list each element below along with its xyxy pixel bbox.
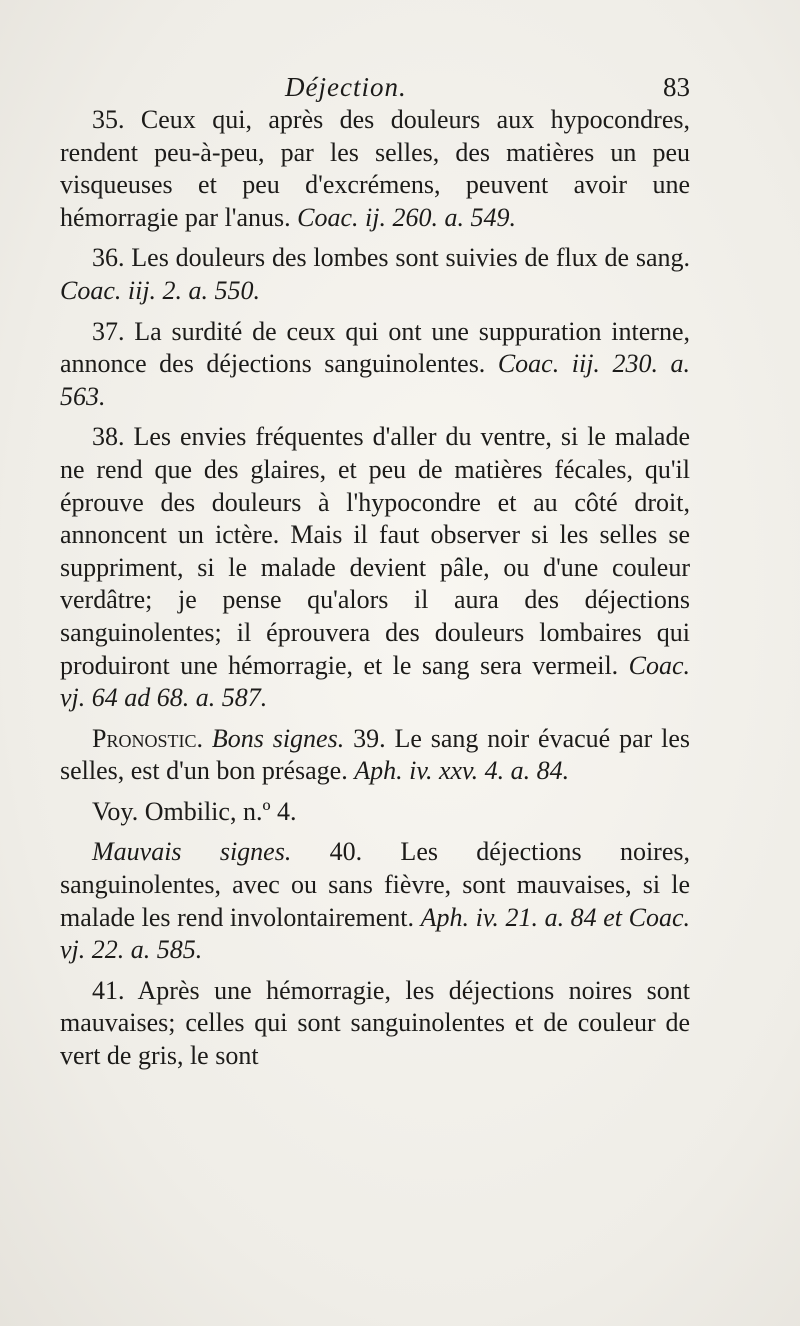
section-label-pronostic: Pronostic. — [92, 723, 203, 753]
paragraph-text: 39. Le sang noir évacué par les selles, est d'un bon présage. — [60, 723, 691, 786]
reference: Aph. iv. xxv. 4. a. 84. — [354, 756, 570, 786]
running-head: Déjection. — [285, 72, 407, 102]
paragraph-text: 36. Les douleurs des lombes sont suivies de flux de sang. — [92, 243, 690, 273]
page-number: 83 — [663, 72, 690, 102]
subsection-bons-signes: Bons signes. — [211, 723, 345, 753]
cross-reference — [60, 796, 690, 829]
paragraph-41 — [60, 975, 690, 1073]
page-body — [60, 104, 690, 1081]
paragraph-35 — [60, 104, 690, 234]
page-header — [60, 68, 690, 108]
paragraph-36 — [60, 242, 690, 307]
paragraph-text: 37. La surdité de ceux qui ont une suppuration interne, annonce des déjections sanguinolentes. — [60, 316, 690, 379]
paragraph-40 — [60, 836, 690, 966]
reference: Coac. iij. 2. a. 550. — [60, 275, 261, 305]
paragraph-text: 40. Les déjections noires, sanguinolentes, avec ou sans fièvre, sont mauvaises, si le malade les rend involontairement. — [60, 837, 691, 932]
reference: Coac. iij. 230. a. 563. — [60, 349, 690, 411]
paragraph-text: 38. Les envies fréquentes d'aller du ventre, si le malade ne rend que des glaires, et peu de matières fécales, qu'il éprouve des douleurs à l'hypocondre et au côté droit, annoncent un ictère. Mais il faut observer si les selles se suppriment, si le malade devient pâle, ou d'une couleur verdâtre; je pense qu'alors il aura des déjections sanguinolentes; il éprouvera des douleurs lombaires qui produiront une hémorragie, et le sang sera vermeil. — [60, 422, 690, 680]
reference: Coac. ij. 260. a. 549. — [297, 202, 516, 232]
paragraph-37 — [60, 316, 690, 414]
paragraph-38 — [60, 421, 690, 714]
reference: Coac. vj. 64 ad 68. a. 587. — [60, 650, 691, 713]
paragraph-text: 35. Ceux qui, après des douleurs aux hypocondres, rendent peu-à-peu, par les selles, des matières un peu visqueuses et peu d'excrémens, peuvent avoir une hémorragie par l'anus. — [60, 105, 690, 232]
voy-text: Voy. Ombilic, n.º 4. — [92, 796, 297, 826]
subsection-mauvais-signes: Mauvais signes. — [92, 837, 292, 867]
paragraph-39 — [60, 723, 690, 788]
reference: Aph. iv. 21. a. 84 et Coac. vj. 22. a. 585. — [60, 902, 690, 965]
paragraph-text: 41. Après une hémorragie, les déjections noires sont mauvaises; celles qui sont sanguinolentes et de couleur de vert de gris, le sont — [60, 975, 690, 1071]
